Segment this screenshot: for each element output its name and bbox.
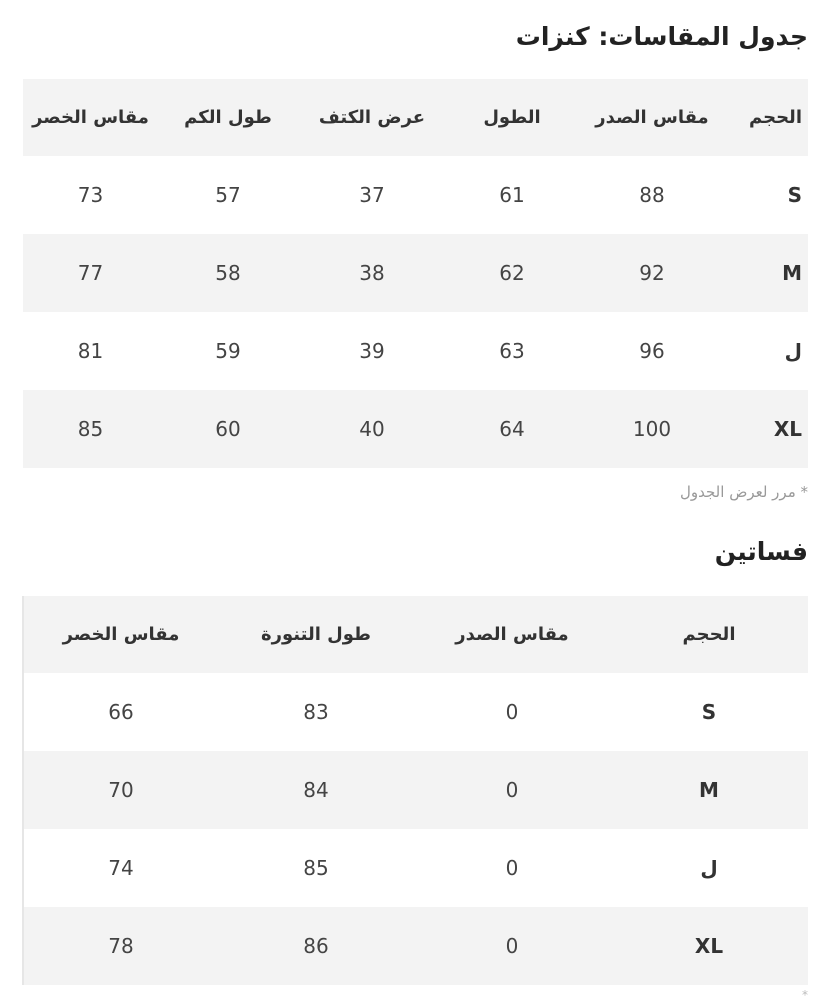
chest-cell: 88 (578, 156, 726, 234)
tops-size-table (23, 79, 808, 468)
skirt-length-cell: 84 (218, 751, 414, 829)
length-cell: 63 (446, 312, 578, 390)
size-cell: M (726, 234, 808, 312)
waist-cell: 85 (23, 390, 158, 468)
column-header-shoulder: عرض الكتف (298, 79, 446, 156)
length-cell: 61 (446, 156, 578, 234)
table-row (23, 673, 808, 751)
waist-cell: 70 (23, 751, 218, 829)
column-header-size: الحجم (610, 596, 808, 673)
skirt-length-cell: 83 (218, 673, 414, 751)
table-header-row (23, 596, 808, 673)
shoulder-cell: 37 (298, 156, 446, 234)
bottom-asterisk-note: * (802, 988, 808, 1002)
length-cell: 62 (446, 234, 578, 312)
size-cell: S (610, 673, 808, 751)
column-header-skirt-length: طول التنورة (218, 596, 414, 673)
column-header-chest: مقاس الصدر (414, 596, 610, 673)
table-row (23, 907, 808, 985)
length-cell: 64 (446, 390, 578, 468)
size-cell: M (610, 751, 808, 829)
sleeve-cell: 59 (158, 312, 298, 390)
column-header-sleeve: طول الكم (158, 79, 298, 156)
chest-cell: 0 (414, 907, 610, 985)
size-cell: S (726, 156, 808, 234)
chest-cell: 0 (414, 673, 610, 751)
table-row (23, 312, 808, 390)
table-row (23, 234, 808, 312)
skirt-length-cell: 85 (218, 829, 414, 907)
shoulder-cell: 40 (298, 390, 446, 468)
size-cell: ل (610, 829, 808, 907)
waist-cell: 78 (23, 907, 218, 985)
tops-section-title: جدول المقاسات: كنزات (515, 22, 808, 51)
waist-cell: 77 (23, 234, 158, 312)
column-header-waist: مقاس الخصر (23, 596, 218, 673)
scroll-hint-note: * مرر لعرض الجدول (679, 483, 808, 501)
table-row (23, 390, 808, 468)
chest-cell: 0 (414, 829, 610, 907)
size-cell: XL (726, 390, 808, 468)
shoulder-cell: 38 (298, 234, 446, 312)
column-header-waist: مقاس الخصر (23, 79, 158, 156)
column-header-chest: مقاس الصدر (578, 79, 726, 156)
chest-cell: 96 (578, 312, 726, 390)
dresses-section-title: فساتين (714, 537, 808, 566)
table-header-row (23, 79, 808, 156)
size-cell: XL (610, 907, 808, 985)
waist-cell: 74 (23, 829, 218, 907)
chest-cell: 0 (414, 751, 610, 829)
chest-cell: 92 (578, 234, 726, 312)
table-row (23, 751, 808, 829)
waist-cell: 66 (23, 673, 218, 751)
table-row (23, 829, 808, 907)
skirt-length-cell: 86 (218, 907, 414, 985)
column-header-length: الطول (446, 79, 578, 156)
column-header-size: الحجم (726, 79, 808, 156)
table-row (23, 156, 808, 234)
chest-cell: 100 (578, 390, 726, 468)
waist-cell: 81 (23, 312, 158, 390)
dresses-size-table (22, 596, 808, 985)
sleeve-cell: 57 (158, 156, 298, 234)
shoulder-cell: 39 (298, 312, 446, 390)
waist-cell: 73 (23, 156, 158, 234)
sleeve-cell: 60 (158, 390, 298, 468)
size-cell: ل (726, 312, 808, 390)
sleeve-cell: 58 (158, 234, 298, 312)
